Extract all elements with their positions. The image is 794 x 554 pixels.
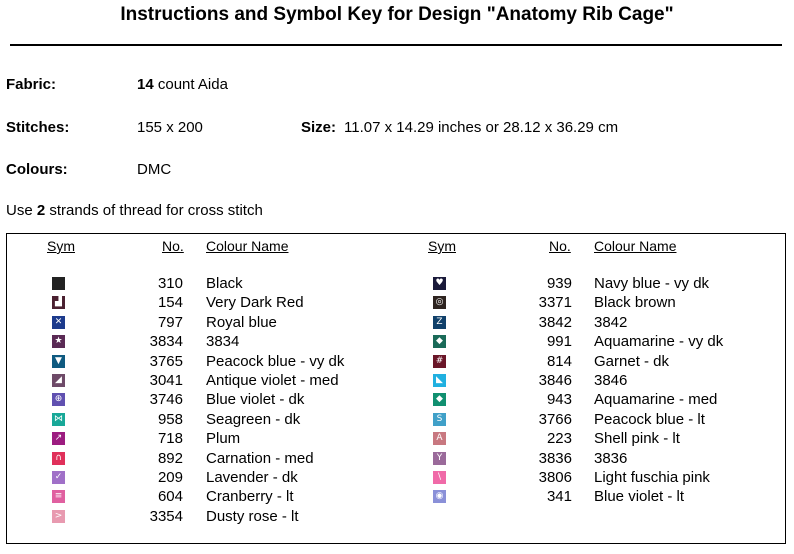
fabric-value <box>137 76 228 93</box>
key-row-right <box>7 488 785 507</box>
symbol-swatch-icon: ◎ <box>433 296 446 309</box>
colour-name: Carnation - med <box>206 449 314 467</box>
colour-name: Peacock blue - vy dk <box>206 352 345 370</box>
symbol-swatch-icon: ✓ <box>52 471 65 484</box>
symbol-swatch-icon: Z <box>433 316 446 329</box>
dmc-number: 209 <box>157 469 183 486</box>
dmc-number: 3846 <box>538 372 572 389</box>
symbol-swatch-icon: Y <box>433 452 446 465</box>
size-label: Size: <box>301 119 337 136</box>
colour-name: Aquamarine - vy dk <box>594 333 724 351</box>
colour-name: Very Dark Red <box>206 294 304 312</box>
symbol-swatch-icon: ≡ <box>52 490 65 503</box>
dmc-number: 3041 <box>149 372 183 389</box>
colour-name: Dusty rose - lt <box>206 507 299 525</box>
symbol-swatch-icon: # <box>433 355 446 368</box>
symbol-swatch-icon: S <box>433 413 446 426</box>
header-name-right: Colour Name <box>594 238 677 254</box>
dmc-number: 310 <box>157 275 183 292</box>
title-divider <box>10 44 782 46</box>
colours-label: Colours: <box>6 161 68 178</box>
dmc-number: 3371 <box>538 294 572 312</box>
header-sym-left: Sym <box>47 238 75 254</box>
symbol-swatch-icon: ▼ <box>52 355 65 368</box>
colour-name: 3842 <box>594 313 628 331</box>
dmc-number: 3806 <box>538 469 572 486</box>
dmc-number: 991 <box>546 333 572 351</box>
strands-pre: Use <box>6 202 33 219</box>
dmc-number: 154 <box>157 294 183 312</box>
header-name-left: Colour Name <box>206 238 289 254</box>
symbol-swatch-icon: A <box>433 432 446 445</box>
symbol-swatch-icon: ♥ <box>433 277 446 290</box>
key-row-right <box>7 275 785 294</box>
dmc-number: 3354 <box>149 507 183 525</box>
header-no-right: No. <box>549 238 571 254</box>
colours-value: DMC <box>137 161 172 178</box>
colour-name: Lavender - dk <box>206 469 298 486</box>
dmc-number: 604 <box>157 488 183 506</box>
key-row-right <box>7 469 785 488</box>
key-row-right <box>7 372 785 391</box>
strands-post: strands of thread for cross stitch <box>49 202 263 219</box>
colour-name: Black brown <box>594 294 676 312</box>
symbol-swatch-icon: ▟ <box>52 296 65 309</box>
colour-name: Shell pink - lt <box>594 430 680 448</box>
colour-name: Aquamarine - med <box>594 391 718 409</box>
symbol-swatch-icon: > <box>52 510 65 523</box>
dmc-number: 3766 <box>538 410 572 428</box>
symbol-swatch-icon: ◉ <box>433 490 446 503</box>
dmc-number: 892 <box>157 449 183 467</box>
colour-name: 3846 <box>594 372 628 389</box>
key-row-right <box>7 450 785 469</box>
colour-name: Cranberry - lt <box>206 488 294 506</box>
strands-instruction <box>6 202 263 219</box>
colour-name: Black <box>206 275 243 292</box>
colour-name: Plum <box>206 430 241 448</box>
symbol-swatch-icon: ◆ <box>433 393 446 406</box>
fabric-count: 14 <box>137 76 154 93</box>
colour-name: Antique violet - med <box>206 372 339 389</box>
symbol-key-table <box>6 233 786 544</box>
symbol-swatch-icon: ★ <box>52 335 65 348</box>
dmc-number: 3842 <box>538 313 572 331</box>
key-row-left <box>7 508 785 527</box>
symbol-swatch-icon: ◢ <box>52 374 65 387</box>
key-row-right <box>7 391 785 410</box>
stitches-value: 155 x 200 <box>137 119 203 136</box>
dmc-number: 3746 <box>149 391 183 409</box>
colour-name: Seagreen - dk <box>206 410 301 428</box>
fabric-type: count Aida <box>157 76 228 93</box>
dmc-number: 939 <box>546 275 572 292</box>
dmc-number: 3765 <box>149 352 183 370</box>
colour-name: Royal blue <box>206 313 277 331</box>
dmc-number: 718 <box>157 430 183 448</box>
symbol-swatch-icon: ◆ <box>433 335 446 348</box>
dmc-number: 3834 <box>149 333 183 351</box>
colour-name: Navy blue - vy dk <box>594 275 710 292</box>
dmc-number: 943 <box>546 391 572 409</box>
colour-name: 3834 <box>206 333 240 351</box>
dmc-number: 814 <box>546 352 572 370</box>
key-row-right <box>7 294 785 313</box>
dmc-number: 797 <box>157 313 183 331</box>
key-row-right <box>7 314 785 333</box>
key-row-right <box>7 411 785 430</box>
colour-name: Light fuschia pink <box>594 469 710 486</box>
header-sym-right: Sym <box>428 238 456 254</box>
symbol-swatch-icon: ✕ <box>52 316 65 329</box>
dmc-number: 223 <box>546 430 572 448</box>
stitches-label: Stitches: <box>6 119 70 136</box>
colour-name: Blue violet - dk <box>206 391 305 409</box>
dmc-number: 341 <box>546 488 572 506</box>
size-value: 11.07 x 14.29 inches or 28.12 x 36.29 cm <box>344 119 619 136</box>
colour-name: Blue violet - lt <box>594 488 685 506</box>
dmc-number: 958 <box>157 410 183 428</box>
header-no-left: No. <box>162 238 184 254</box>
strands-count: 2 <box>36 202 46 219</box>
symbol-swatch-icon: \ <box>433 471 446 484</box>
fabric-label: Fabric: <box>6 76 57 93</box>
colour-name: Garnet - dk <box>594 352 670 370</box>
page-title: Instructions and Symbol Key for Design "Anatomy Rib Cage" <box>120 4 674 25</box>
symbol-swatch-icon: ↗ <box>52 432 65 445</box>
key-row-right <box>7 333 785 352</box>
key-row-right <box>7 353 785 372</box>
symbol-swatch-icon: ◣ <box>433 374 446 387</box>
colour-name: Peacock blue - lt <box>594 410 705 428</box>
key-row-right <box>7 430 785 449</box>
symbol-swatch-icon: ⊕ <box>52 393 65 406</box>
symbol-swatch-icon: ⋈ <box>54 413 63 424</box>
dmc-number: 3836 <box>538 449 572 467</box>
colour-name: 3836 <box>594 449 628 467</box>
symbol-swatch-icon: ∩ <box>52 452 65 465</box>
